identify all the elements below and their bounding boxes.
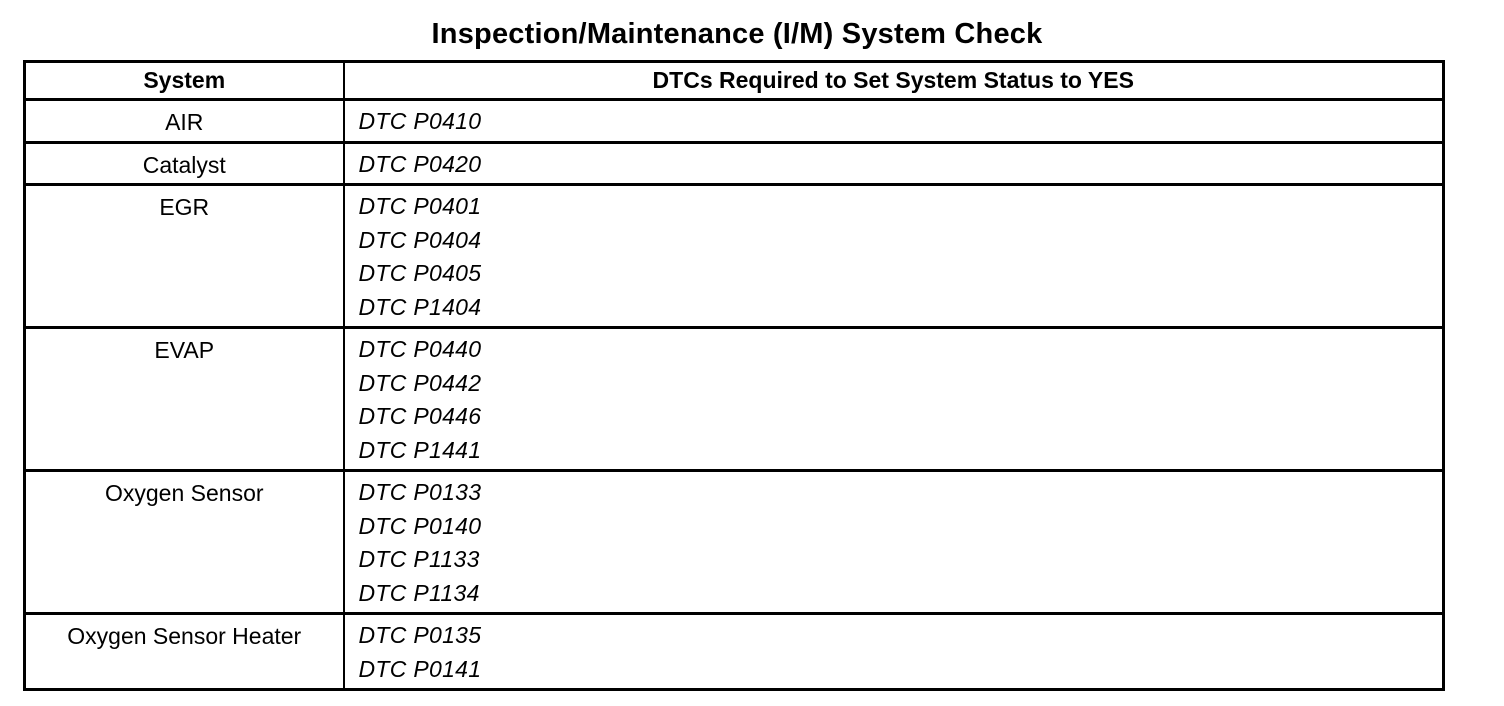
- page-title: Inspection/Maintenance (I/M) System Check: [431, 18, 1043, 50]
- dtc-cell: [344, 614, 1444, 690]
- dtc-cell: [344, 100, 1444, 143]
- system-name-cell: Catalyst: [25, 142, 344, 185]
- dtc-code: DTC P0141: [358, 655, 482, 682]
- system-name-cell: Oxygen Sensor Heater: [25, 614, 344, 690]
- dtc-code: DTC P0404: [358, 226, 482, 253]
- table-row: [25, 185, 1444, 328]
- system-name-cell: EGR: [25, 185, 344, 328]
- dtc-code: DTC P1441: [358, 436, 482, 463]
- table-row: [25, 614, 1444, 690]
- dtc-cell: [344, 142, 1444, 185]
- dtc-code: DTC P1134: [358, 579, 480, 606]
- dtc-code: DTC P0133: [358, 479, 482, 505]
- dtc-code: DTC P1133: [358, 546, 480, 572]
- dtc-code: DTC P0135: [358, 622, 482, 648]
- table-row: [25, 471, 1444, 614]
- dtc-code: DTC P0140: [358, 512, 482, 539]
- dtc-code: DTC P0446: [358, 403, 482, 429]
- system-name-cell: AIR: [25, 100, 344, 143]
- dtc-code: DTC P1404: [358, 293, 482, 320]
- dtc-code: DTC P0442: [358, 369, 482, 396]
- system-name-cell: Oxygen Sensor: [25, 471, 344, 614]
- table-row: [25, 142, 1444, 185]
- dtc-code: DTC P0410: [358, 108, 482, 134]
- system-check-table: [23, 60, 1445, 691]
- dtc-cell: [344, 328, 1444, 471]
- column-header-dtcs: DTCs Required to Set System Status to YES: [344, 62, 1444, 100]
- dtc-cell: [344, 471, 1444, 614]
- dtc-code: DTC P0440: [358, 336, 482, 362]
- table-header-row: [25, 62, 1444, 100]
- dtc-code: DTC P0405: [358, 260, 482, 286]
- table-row: [25, 100, 1444, 143]
- system-name-cell: EVAP: [25, 328, 344, 471]
- dtc-code: DTC P0420: [358, 150, 482, 177]
- dtc-cell: [344, 185, 1444, 328]
- dtc-code: DTC P0401: [358, 193, 482, 219]
- table-row: [25, 328, 1444, 471]
- column-header-system: System: [25, 62, 344, 100]
